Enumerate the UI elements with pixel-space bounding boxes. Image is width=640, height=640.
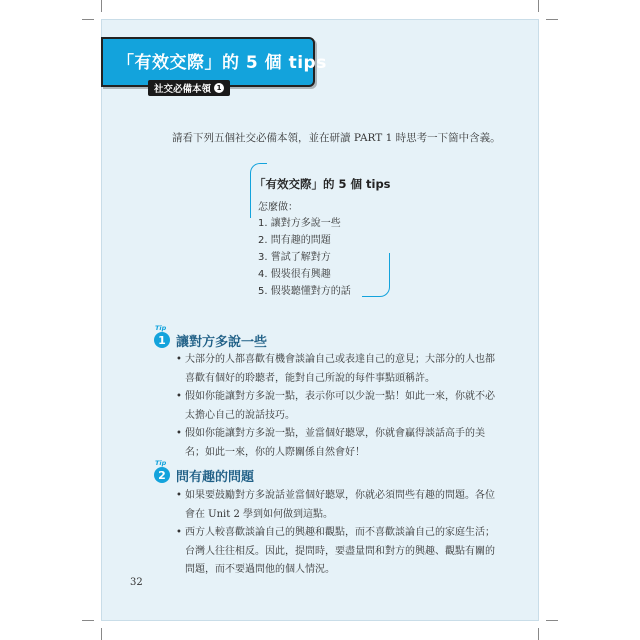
list-item: 1. 讓對方多說一些 <box>258 218 341 229</box>
tip-label: Tip <box>155 459 167 467</box>
list-item: 3. 嘗試了解對方 <box>258 252 331 263</box>
tip-title: 讓對方多說一些 <box>176 335 268 350</box>
list-item: 5. 假裝聽懂對方的話 <box>258 286 351 297</box>
tips-summary-list <box>258 215 351 300</box>
tip-number-icon: 2 <box>154 467 170 483</box>
bullet-item: • 假如你能讓對方多說一點，表示你可以少說一點！如此一來，你就不必太擔心自己的說話技巧。 <box>176 388 496 425</box>
bullet-item: • 如果要鼓勵對方多說話並當個好聽眾，你就必須問些有趣的問題。各位會在 Unit 2 學到如何做到這點。 <box>176 487 496 524</box>
crop-mark <box>101 628 102 640</box>
crop-mark <box>538 0 539 12</box>
box-title: 「有效交際」的 5 個 tips <box>254 177 391 191</box>
crop-mark <box>546 19 558 20</box>
box-subtitle: 怎麼做： <box>258 202 298 213</box>
section-label <box>148 80 230 96</box>
tip-label: Tip <box>155 324 167 332</box>
crop-mark <box>82 19 94 20</box>
section-number-icon: 1 <box>214 83 224 93</box>
list-item: 2. 問有趣的問題 <box>258 235 331 246</box>
intro-paragraph: 請看下列五個社交必備本領，並在研讀 PART 1 時思考一下箇中含義。 <box>172 132 501 144</box>
list-item: 4. 假裝很有興趣 <box>258 269 331 280</box>
crop-mark <box>538 628 539 640</box>
banner-title: 「有效交際」的 5 個 tips <box>117 53 327 73</box>
crop-mark <box>101 0 102 12</box>
box-corner-bottom-right <box>362 253 390 297</box>
bullet-item: • 西方人較喜歡談論自己的興趣和觀點，而不喜歡談論自己的家庭生活；台灣人往往相反。因此，提問時，要盡量問和對方的興趣、觀點有關的問題，而不要過問他的個人情況。 <box>176 524 496 580</box>
tip-1-bullets <box>176 351 496 462</box>
bullet-item: • 假如你能讓對方多說一點，並當個好聽眾，你就會贏得談話高手的美名；如此一來，你的人際關係自然會好！ <box>176 425 496 462</box>
tip-number-icon: 1 <box>154 332 170 348</box>
page-number: 32 <box>130 577 143 588</box>
tip-title: 問有趣的問題 <box>176 470 255 485</box>
crop-mark <box>82 620 94 621</box>
section-label-text: 社交必備本領 <box>153 84 211 95</box>
tip-2-bullets <box>176 487 496 580</box>
crop-mark <box>546 620 558 621</box>
bullet-item: • 大部分的人都喜歡有機會談論自己或表達自己的意見；大部分的人也都喜歡有個好的聆聽者，能對自己所說的每件事點頭稱許。 <box>176 351 496 388</box>
